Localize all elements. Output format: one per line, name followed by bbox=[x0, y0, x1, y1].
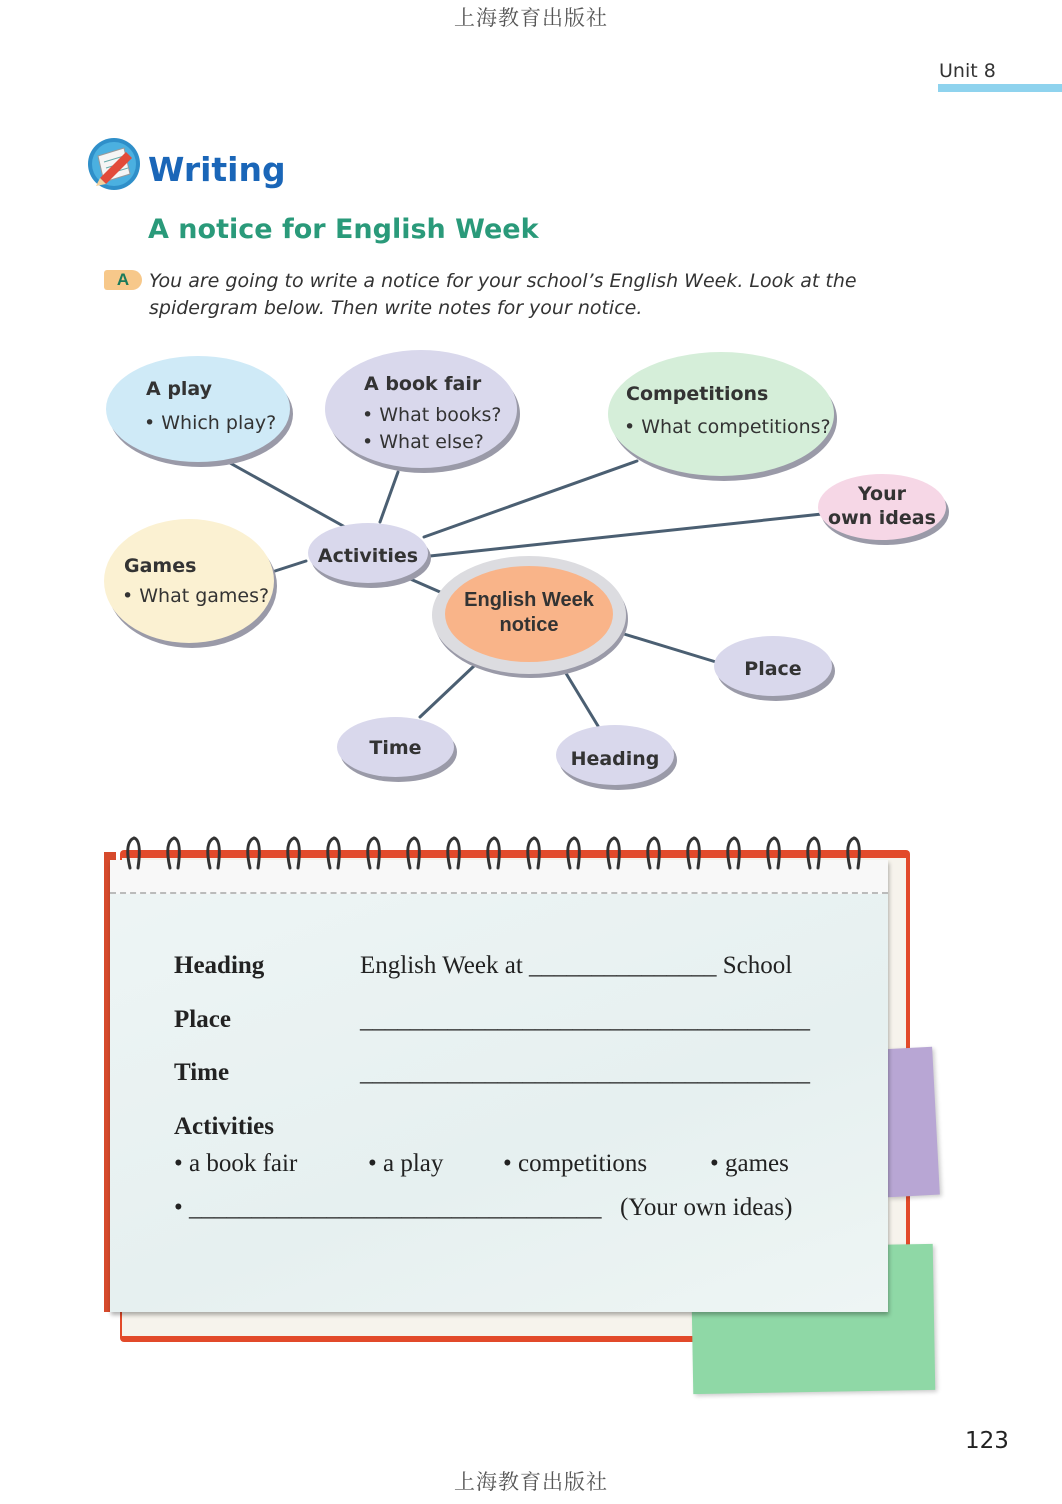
time-label-notebook: Time bbox=[174, 1059, 230, 1086]
bubble-heading bbox=[556, 725, 674, 785]
publisher-header: 上海教育出版社 bbox=[454, 6, 608, 30]
purple-tab bbox=[880, 1047, 940, 1198]
spiral-binding bbox=[120, 828, 890, 876]
bubble-play bbox=[106, 356, 290, 462]
bullet-competitions: • competitions bbox=[503, 1150, 648, 1177]
bullet-book-fair: • a book fair bbox=[174, 1150, 298, 1177]
own-ideas-line-2: own ideas bbox=[828, 507, 936, 529]
heading-bubble-label: Heading bbox=[570, 748, 660, 770]
place-label-notebook: Place bbox=[174, 1006, 231, 1033]
place-blank[interactable]: ____________________________________ bbox=[360, 1006, 810, 1033]
unit-label: Unit 8 bbox=[939, 60, 996, 82]
instruction-line-1: You are going to write a notice for your school’s English Week. Look at the bbox=[149, 270, 857, 292]
games-title: Games bbox=[124, 555, 197, 577]
bubble-center bbox=[445, 566, 613, 662]
place-label: Place bbox=[744, 658, 802, 680]
bubble-games bbox=[104, 519, 274, 643]
time-label: Time bbox=[369, 737, 422, 759]
bookfair-question-2: • What else? bbox=[362, 431, 484, 453]
center-line-2: notice bbox=[499, 614, 559, 636]
bookfair-title: A book fair bbox=[364, 373, 482, 395]
bubble-own-ideas bbox=[818, 474, 946, 540]
section-subtitle: A notice for English Week bbox=[148, 214, 539, 245]
own-ideas-blank[interactable]: • _________________________________ bbox=[174, 1194, 602, 1221]
bookfair-question-1: • What books? bbox=[362, 404, 502, 426]
heading-value: English Week at _______________ School bbox=[360, 952, 793, 979]
play-title: A play bbox=[146, 378, 213, 400]
activities-label: Activities bbox=[317, 545, 419, 567]
own-ideas-note: (Your own ideas) bbox=[620, 1194, 793, 1221]
bullet-games: • games bbox=[710, 1150, 789, 1177]
bubble-competitions bbox=[608, 352, 834, 476]
center-line-1: English Week bbox=[464, 589, 594, 611]
bubble-place bbox=[714, 636, 832, 696]
play-question: • Which play? bbox=[144, 412, 277, 434]
instruction-line-2: spidergram below. Then write notes for your notice. bbox=[149, 297, 643, 319]
games-question: • What games? bbox=[122, 585, 270, 607]
publisher-footer: 上海教育出版社 bbox=[454, 1470, 608, 1494]
competitions-question: • What competitions? bbox=[624, 416, 831, 438]
own-ideas-line-1: Your bbox=[858, 483, 906, 505]
heading-label: Heading bbox=[174, 952, 265, 979]
competitions-title: Competitions bbox=[626, 383, 769, 405]
activities-label-notebook: Activities bbox=[174, 1113, 274, 1140]
section-title: Writing bbox=[148, 150, 286, 189]
bubble-book-fair bbox=[325, 350, 517, 468]
bullet-play: • a play bbox=[368, 1150, 444, 1177]
bubble-activities bbox=[308, 523, 428, 583]
task-badge: A bbox=[104, 270, 142, 290]
page-number: 123 bbox=[965, 1428, 1009, 1454]
time-blank[interactable]: ____________________________________ bbox=[360, 1059, 810, 1086]
bubble-time bbox=[337, 717, 454, 777]
